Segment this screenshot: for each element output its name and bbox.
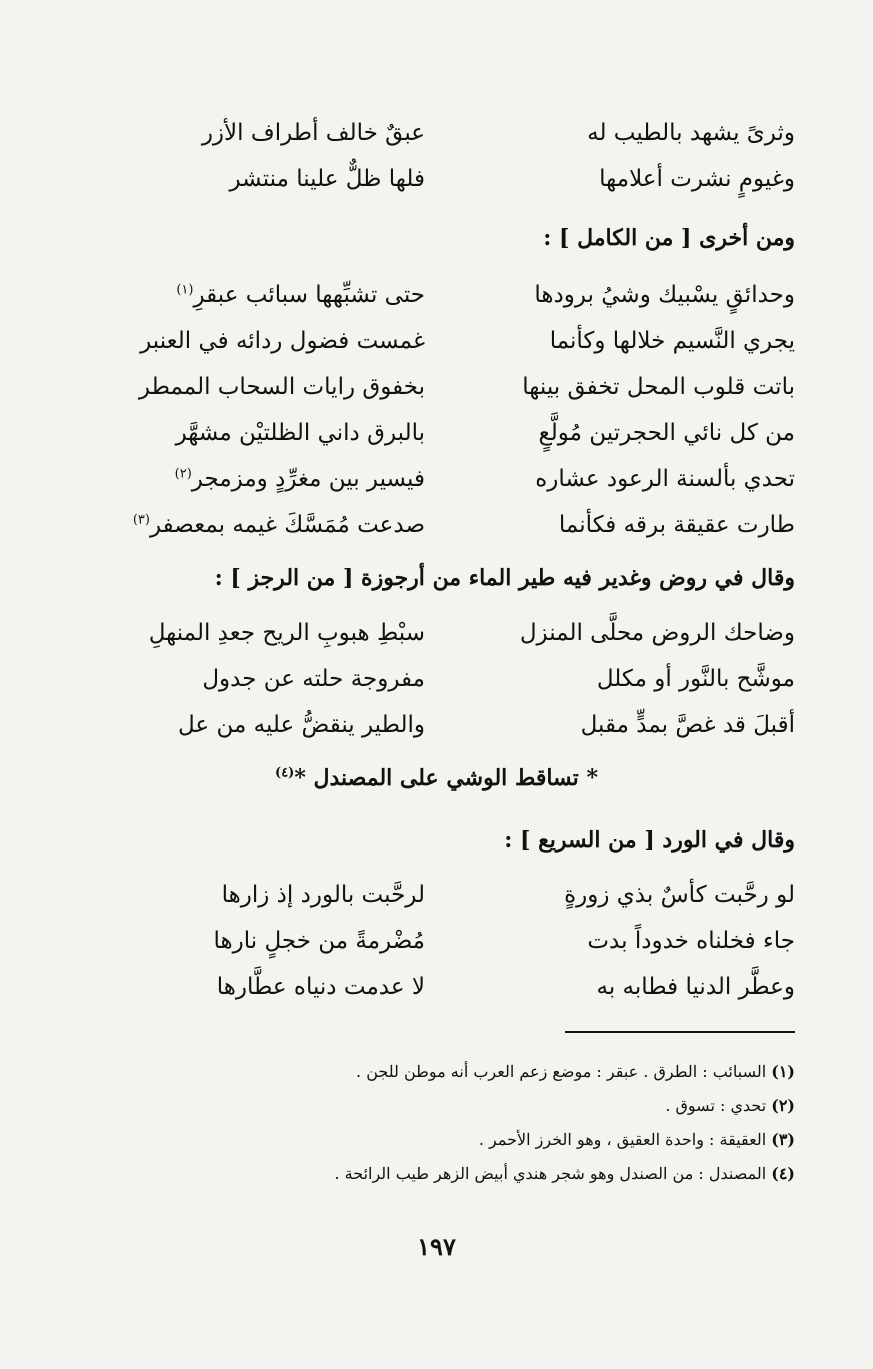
footnote-number: (٢) (771, 1096, 795, 1115)
verse-text: حتى تشبِّهها سبائب عبقرِ (193, 282, 425, 308)
verse-first-hemistich: أقبلَ قد غصَّ بمدٍّ مقبل (580, 712, 795, 738)
verse (110, 502, 795, 548)
footnote (110, 1123, 795, 1157)
verse (110, 410, 795, 456)
verse (110, 272, 795, 318)
poem-4 (110, 872, 795, 1010)
verse-first-hemistich: لو رحَّبت كأسٌ بذي زورةٍ (564, 882, 795, 908)
verse-first-hemistich: يجري النَّسيم خلالها وكأنما (549, 328, 795, 354)
verse-second-hemistich: بالبرق داني الظلتيْن مشهَّر (175, 420, 425, 446)
verse-first-hemistich: وغيومٍ نشرت أعلامها (599, 166, 795, 192)
verse-first-hemistich: وحدائقٍ يسْبيك وشيُ برودها (534, 282, 795, 308)
subheading (0, 758, 873, 798)
verse (110, 364, 795, 410)
verse-first-hemistich: تحدي بألسنة الرعود عشاره (535, 466, 795, 492)
verse (110, 656, 795, 702)
footnote (110, 1055, 795, 1089)
footnote-text: السبائب : الطرق . عبقر : موضع زعم العرب أنه موطن للجن . (356, 1062, 767, 1081)
verse-second-hemistich: عبقٌ خالف أطراف الأزر (201, 120, 425, 146)
verse-first-hemistich: طارت عقيقة برقه فكأنما (558, 512, 795, 538)
poem-2 (110, 272, 795, 548)
verse (110, 110, 795, 156)
page-number: ١٩٧ (417, 1232, 456, 1261)
verse-second-hemistich (107, 502, 425, 548)
footnote-ref: (٣) (132, 512, 150, 528)
footnote-ref: (١) (176, 282, 194, 298)
verse-first-hemistich: باتت قلوب المحل تخفق بينها (522, 374, 795, 400)
verse-text: فيسير بين مغرِّدٍ ومزمجر (191, 466, 425, 492)
poem-1 (110, 110, 795, 202)
footnote-text: العقيقة : واحدة العقيق ، وهو الخرز الأحمر . (478, 1130, 767, 1149)
poem-3 (110, 610, 795, 748)
verse-second-hemistich: غمست فضول ردائه في العنبر (140, 328, 425, 354)
verse-first-hemistich: موشَّح بالنَّور أو مكلل (596, 666, 795, 692)
verse-second-hemistich: والطير ينقضُّ عليه من عل (178, 712, 425, 738)
verse (110, 318, 795, 364)
verse-first-hemistich: وضاحك الروض محلَّى المنزل (519, 620, 795, 646)
footnote (110, 1089, 795, 1123)
verse-first-hemistich: وثرىً يشهد بالطيب له (587, 120, 795, 146)
verse-second-hemistich (107, 272, 425, 318)
section-intro: وقال في الورد [ من السريع ] : (504, 827, 795, 853)
verse-second-hemistich: مفروجة حلته عن جدول (202, 666, 425, 692)
verse-second-hemistich: سبْطِ هبوبِ الريح جعدِ المنهلِ (148, 620, 425, 646)
footnote-number: (٤) (771, 1164, 795, 1183)
verse-text: صدعت مُمَسَّكَ غيمه بمعصفر (149, 512, 425, 538)
subheading-text: * تساقط الوشي على المصندل * (294, 765, 598, 791)
verse-second-hemistich (107, 456, 425, 502)
footnote-divider (565, 1031, 795, 1033)
verse (110, 156, 795, 202)
footnote (110, 1157, 795, 1191)
verse (110, 456, 795, 502)
verse (110, 964, 795, 1010)
verse-first-hemistich: من كل نائي الحجرتين مُولَّعٍ (538, 420, 795, 446)
section-intro: وقال في روض وغدير فيه طير الماء من أرجوزة [ من الرجز ] : (214, 565, 795, 591)
verse-second-hemistich: فلها ظلٌّ علينا منتشر (229, 166, 425, 192)
section-intro: ومن أخرى [ من الكامل ] : (543, 225, 795, 251)
footnote-ref: (٤) (275, 765, 295, 781)
footnote-text: المصندل : من الصندل وهو شجر هندي أبيض الزهر طيب الرائحة . (334, 1164, 767, 1183)
verse-second-hemistich: بخفوق رايات السحاب الممطر (138, 374, 425, 400)
verse-first-hemistich: وعطَّر الدنيا فطابه به (596, 974, 795, 1000)
footnote-text: تحدي : تسوق . (665, 1096, 767, 1115)
footnote-number: (٣) (771, 1130, 795, 1149)
footnote-ref: (٢) (174, 466, 192, 482)
verse (110, 872, 795, 918)
verse (110, 918, 795, 964)
verse-first-hemistich: جاء فخلناه خدوداً بدت (587, 928, 795, 954)
verse (110, 702, 795, 748)
verse (110, 610, 795, 656)
verse-second-hemistich: مُضْرمةً من خجلٍ نارها (213, 928, 425, 954)
footnotes (110, 1055, 795, 1191)
footnote-number: (١) (771, 1062, 795, 1081)
verse-second-hemistich: لا عدمت دنياه عطَّارها (216, 974, 425, 1000)
verse-second-hemistich: لرحَّبت بالورد إذ زارها (221, 882, 425, 908)
